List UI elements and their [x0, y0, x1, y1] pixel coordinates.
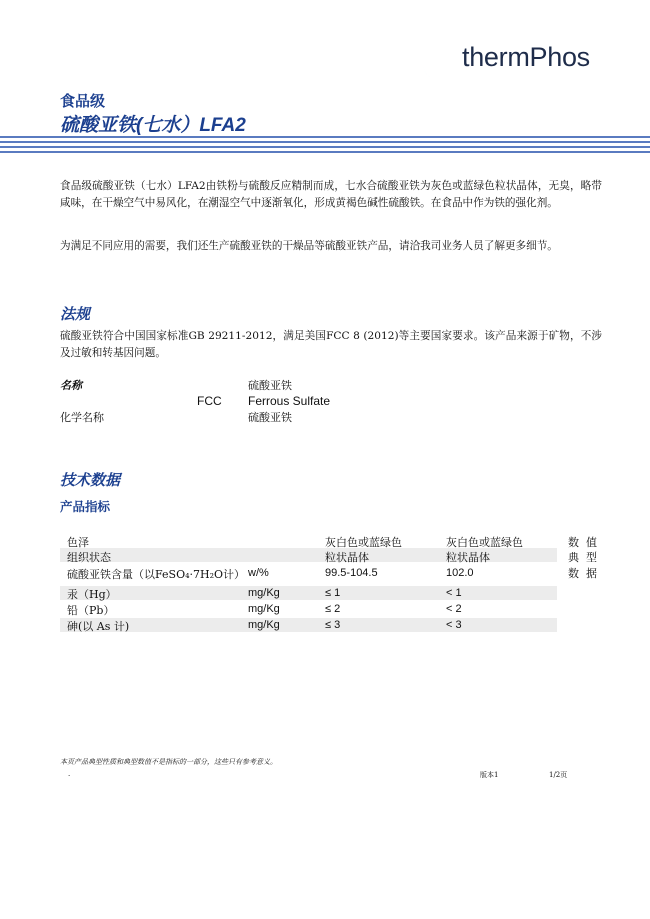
header-rule	[0, 151, 650, 153]
brand-name: thermPhos	[462, 42, 590, 72]
footer-note: 本页产品典型性质和典型数值不是指标的一部分，这些只有参考意义。	[60, 758, 277, 766]
row-shade	[60, 618, 557, 632]
row-spec: 粒状晶体	[325, 551, 369, 564]
row-unit: mg/Kg	[248, 587, 280, 599]
logo-swoosh-icon	[420, 54, 450, 84]
header-rule	[0, 136, 650, 138]
row-spec: ≤ 2	[325, 603, 341, 615]
typical-label-char: 数	[568, 536, 579, 549]
header-rule	[0, 146, 650, 148]
header-rule	[0, 141, 650, 143]
row-typical: 灰白色或蓝绿色	[446, 536, 523, 549]
page-number: 1/2页	[549, 771, 568, 779]
row-name: 汞（Hg）	[67, 588, 117, 601]
fcc-label: FCC	[197, 394, 222, 408]
row-name: 色泽	[67, 536, 89, 549]
row-unit: w/%	[248, 567, 269, 579]
footer-dot: .	[68, 770, 71, 778]
name-label: 名称	[60, 379, 82, 392]
fcc-value: Ferrous Sulfate	[248, 394, 331, 408]
regulation-text: 硫酸亚铁符合中国国家标准GB 29211-2012，满足美国FCC 8 (2012)等主要国家要求。该产品来源于矿物，不涉及过敏和转基因问题。	[60, 330, 602, 359]
version-label: 版本1	[480, 771, 499, 779]
tech-heading: 技术数据	[60, 471, 121, 489]
regulation-heading: 法规	[60, 305, 91, 323]
row-typical: 粒状晶体	[446, 551, 490, 564]
row-spec: ≤ 1	[325, 587, 341, 599]
row-spec: 99.5-104.5	[325, 567, 378, 579]
row-typical: 102.0	[446, 567, 474, 579]
brand-logo	[420, 42, 620, 90]
row-typical: < 2	[446, 603, 462, 615]
chem-value: 硫酸亚铁	[248, 411, 292, 424]
intro-paragraph-2: 为满足不同应用的需要，我们还生产硫酸亚铁的干燥品等硫酸亚铁产品，请洽我司业务人员了解更多细节。	[60, 240, 558, 252]
row-spec: 灰白色或蓝绿色	[325, 536, 402, 549]
row-name: 铅（Pb）	[67, 604, 115, 617]
row-shade	[60, 586, 557, 600]
typical-label-char: 据	[586, 567, 597, 580]
row-typical: < 1	[446, 587, 462, 599]
row-name: 硫酸亚铁含量（以FeSO₄·7H₂O计）	[67, 568, 246, 581]
chem-label: 化学名称	[60, 411, 104, 424]
row-typical: < 3	[446, 619, 462, 631]
product-title: 硫酸亚铁(七水）LFA2	[60, 115, 246, 136]
row-name: 组织状态	[67, 551, 111, 564]
typical-label-char: 型	[586, 551, 597, 564]
typical-label-char: 值	[586, 536, 597, 549]
row-spec: ≤ 3	[325, 619, 341, 631]
intro-paragraph: 食品级硫酸亚铁（七水）LFA2由铁粉与硫酸反应精制而成，七水合硫酸亚铁为灰色或蓝绿色粒状晶体，无臭，略带咸味，在干燥空气中易风化，在潮湿空气中逐渐氧化，形成黄褐色碱性硫酸铁。在食品中作为铁的强化剂。	[60, 180, 602, 209]
product-grade: 食品级	[60, 93, 106, 110]
spec-subheading: 产品指标	[60, 499, 111, 514]
row-unit: mg/Kg	[248, 603, 280, 615]
typical-label-char: 数	[568, 567, 579, 580]
row-name: 砷(以 As 计)	[67, 620, 130, 633]
row-unit: mg/Kg	[248, 619, 280, 631]
name-value: 硫酸亚铁	[248, 379, 292, 392]
typical-label-char: 典	[568, 551, 579, 564]
